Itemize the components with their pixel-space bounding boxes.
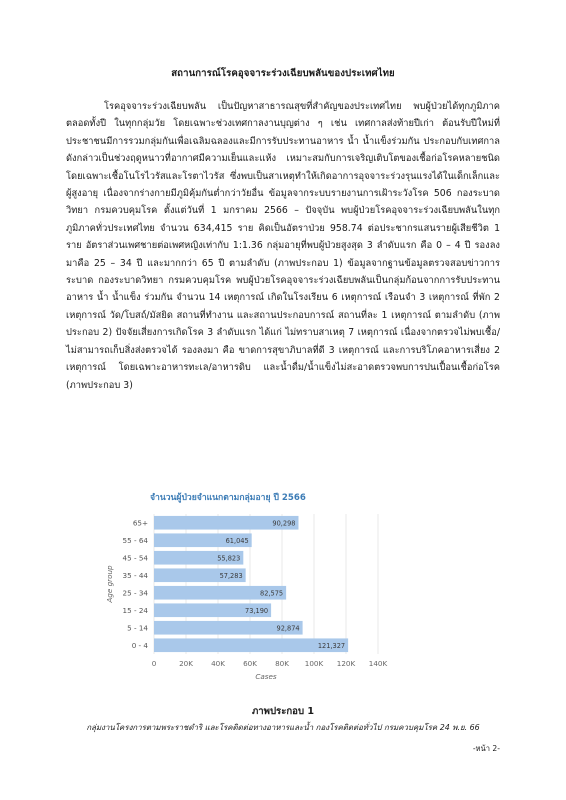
bar-value-label: 82,575 [260,589,284,598]
y-tick-label: 0 - 4 [131,640,148,650]
figure-source: กลุ่มงานโครงการตามพระราชดำริ และโรคติดต่อทางอาหารและน้ำ กองโรคติดต่อทั่วไป กรมควบคุมโรค 24 พ.ย. 66 [86,723,480,732]
body-paragraph-block [66,98,500,394]
y-tick-label: 5 - 14 [127,623,148,633]
bar-value-label: 90,298 [272,519,296,528]
figure-caption: ภาพประกอบ 1 [251,706,315,717]
page-number: -หน้า 2- [472,744,500,753]
document-title: สถานการณ์โรคอุจจาระร่วงเฉียบพลันของประเทศไทย [171,68,395,79]
x-tick-label: 60K [243,659,257,668]
bar-value-label: 57,283 [219,571,243,580]
chart-canvas [96,482,406,692]
age-group-chart [96,482,406,692]
y-tick-label: 15 - 24 [122,605,148,615]
y-tick-label: 35 - 44 [122,570,148,580]
bar-value-label: 61,045 [225,536,249,545]
y-axis-title: Age group [105,565,114,603]
y-tick-label: 65+ [132,518,148,528]
y-tick-label: 25 - 34 [122,588,148,598]
bar-value-label: 121,327 [317,641,346,650]
x-tick-label: 80K [275,659,289,668]
bar-value-label: 73,190 [245,606,269,615]
x-tick-label: 140K [368,659,388,668]
x-tick-label: 40K [211,659,225,668]
bar-value-label: 92,874 [276,624,300,633]
x-tick-label: 20K [179,659,193,668]
chart-title: จำนวนผู้ป่วยจำแนกตามกลุ่มอายุ ปี 2566 [150,493,306,503]
x-tick-label: 100K [304,659,324,668]
bar-value-label: 55,823 [217,554,241,563]
x-tick-label: 120K [336,659,356,668]
y-tick-label: 55 - 64 [122,535,148,545]
body-paragraph: โรคอุจจาระร่วงเฉียบพลัน เป็นปัญหาสาธารณสุขที่สำคัญของประเทศไทย พบผู้ป่วยได้ทุกภูมิภาคตลอดทั้งปี ในทุกกลุ่มวัย โดยเฉพาะช่วงเทศกาลงานบุญต่าง ๆ เช่น เทศกาลส่งท้ายปีเก่า ต้อนรับปีใหม่ที่ประชาชนมีการรวมกลุ่มกันเพื่อเฉลิมฉลองและมีการรับประทานอาหาร น้ำ น้ำแข็งร่วมกัน ประกอบกับเทศกาลดังกล่าวเป็นช่วงฤดูหนาวที่อากาศมีความเย็นและแห้ง เหมาะสมกับการเจริญเติบโตของเชื้อก่อโรคหลายชนิดโดยเฉพาะเชื้อโนโรไวรัสและโรตาไวรัส ซึ่งพบเป็นสาเหตุทำให้เกิดอาการอุจจาระร่วงรุนแรงได้ในเด็กเล็กและผู้สูงอายุ เนื่องจากร่างกายมีภูมิคุ้มกันต่ำกว่าวัยอื่น ข้อมูลจากระบบรายงานการเฝ้าระวังโรค 506 กองระบาดวิทยา กรมควบคุมโรค ตั้งแต่วันที่ 1 มกราคม 2566 – ปัจจุบัน พบผู้ป่วยโรคอุจจาระร่วงเฉียบพลันในทุกภูมิภาคทั่วประเทศไทย จำนวน 634,415 ราย คิดเป็นอัตราป่วย 958.74 ต่อประชากรแสนรายผู้เสียชีวิต 1 ราย อัตราส่วนเพศชายต่อเพศหญิงเท่ากับ 1:1.36 กลุ่มอายุที่พบผู้ป่วยสูงสุด 3 ลำดับแรก คือ 0 – 4 ปี รองลงมาคือ 25 – 34 ปี และมากกว่า 65 ปี ตามลำดับ (ภาพประกอบ 1) ข้อมูลจากฐานข้อมูลตรวจสอบข่าวการระบาด กองระบาดวิทยา กรมควบคุมโรค พบผู้ป่วยโรคอุจจาระร่วงเฉียบพลันเป็นกลุ่มก้อนจากการรับประทานอาหาร น้ำ น้ำแข็ง ร่วมกัน จำนวน 14 เหตุการณ์ เกิดในโรงเรียน 6 เหตุการณ์ เรือนจำ 3 เหตุการณ์ ที่พัก 2 เหตุการณ์ วัด/โบสถ์/มัสยิด สถานที่ทำงาน และสถานประกอบการณ์ สถานที่ละ 1 เหตุการณ์ ตามลำดับ (ภาพประกอบ 2) ปัจจัยเสี่ยงการเกิดโรค 3 ลำดับแรก ได้แก่ ไม่ทราบสาเหตุ 7 เหตุการณ์ เนื่องจากตรวจไม่พบเชื้อ/ไม่สามารถเก็บสิ่งส่งตรวจได้ รองลงมา คือ ขาดการสุขาภิบาลที่ดี 3 เหตุการณ์ และการบริโภคอาหารเสี่ยง 2 เหตุการณ์ โดยเฉพาะอาหารทะเล/อาหารดิบ และน้ำดื่ม/น้ำแข็งไม่สะอาดตรวจพบการปนเปื้อนเชื้อก่อโรค (ภาพประกอบ 3) [66,101,500,391]
x-tick-label: 0 [151,659,157,668]
y-tick-label: 45 - 54 [122,553,148,563]
x-axis-title: Cases [255,672,277,681]
